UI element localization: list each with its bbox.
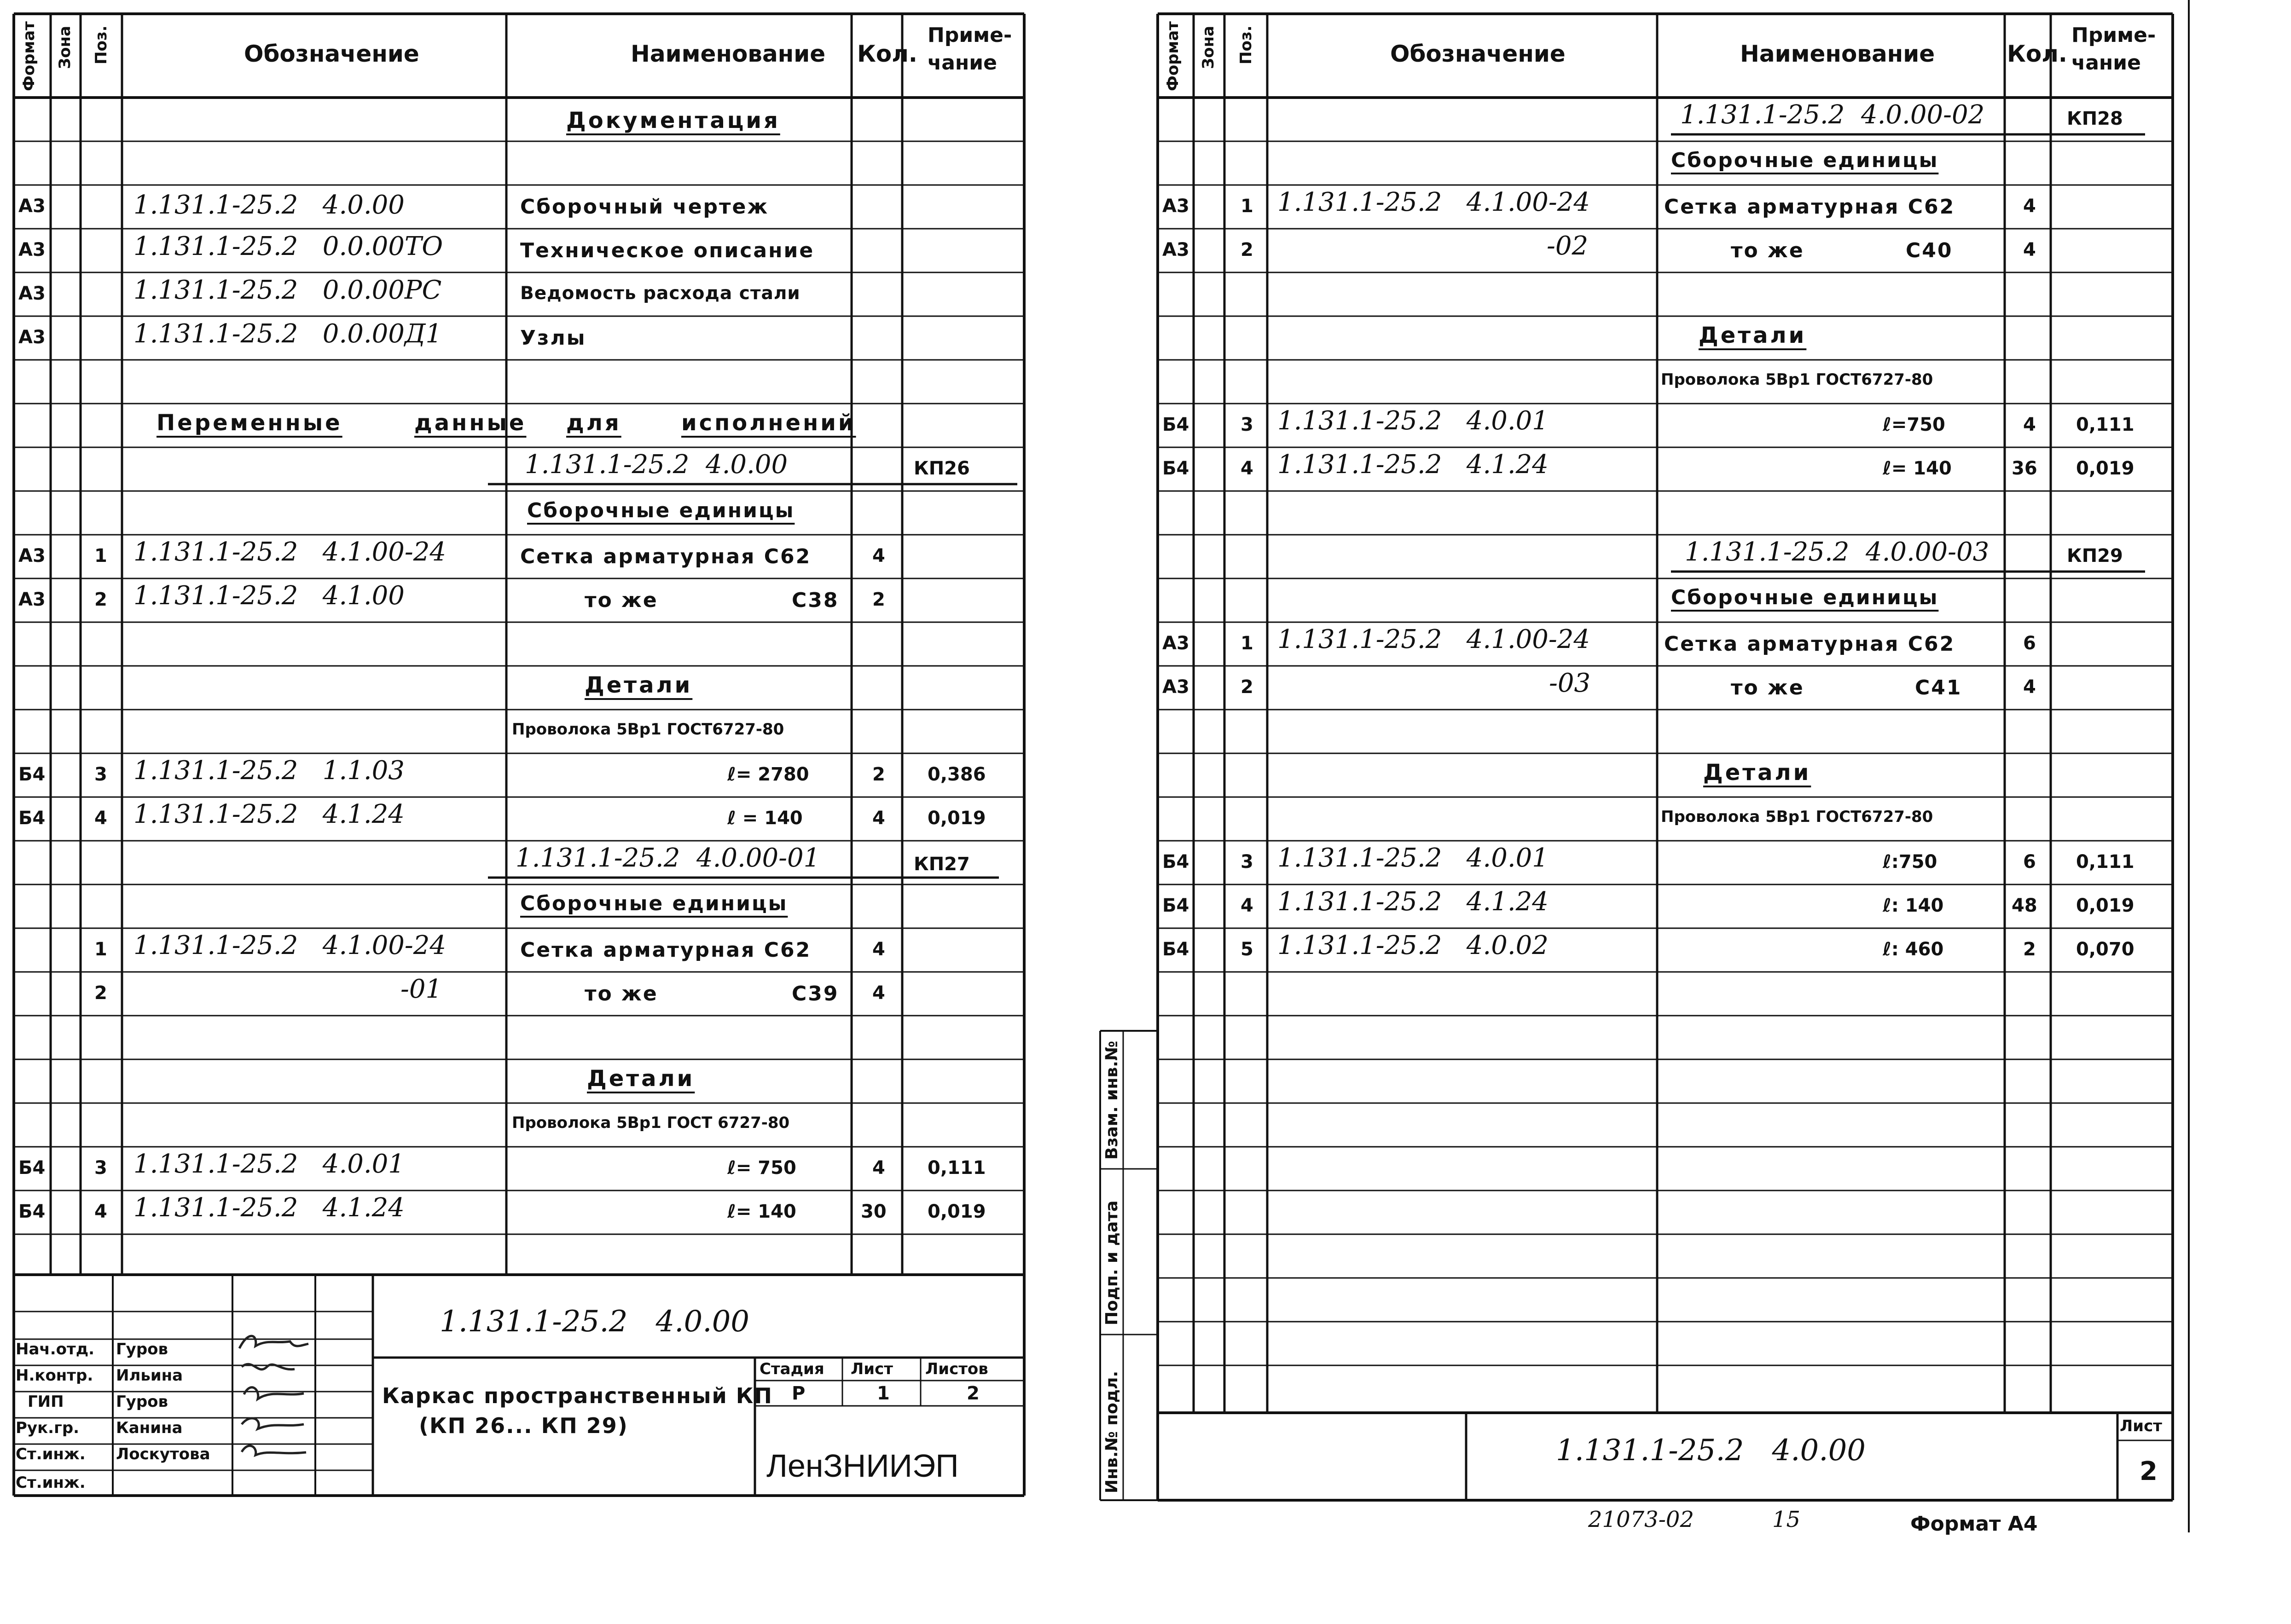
doc-format: А3 — [18, 196, 46, 217]
doc-name: Сборочный чертеж — [520, 195, 769, 219]
part-pos: 4 — [1241, 458, 1253, 479]
part-designation: 1.131.1-25.2 4.0.01 — [1277, 406, 1549, 436]
signature-role: Рук.гр. — [16, 1419, 80, 1437]
section-assembly-units: Сборочные единицы — [520, 892, 788, 915]
row-designation: 1.131.1-25.2 4.1.00-24 — [133, 930, 447, 960]
col-header-zone: Зона — [56, 26, 74, 69]
col-header-pos: Поз. — [92, 25, 110, 64]
part-mass: 0,111 — [2076, 851, 2134, 873]
part-pos: 4 — [1241, 895, 1253, 916]
stamp-original-inv: Инв.№ подл. — [1102, 1370, 1121, 1493]
section-variable-data: Переменные — [157, 410, 342, 436]
row-qty: 6 — [2023, 633, 2036, 654]
section-details: Детали — [1703, 760, 1811, 786]
col-header-note-2: чание — [2071, 51, 2141, 75]
part-mass: 0,111 — [928, 1157, 986, 1179]
part-qty: 36 — [2012, 458, 2037, 479]
part-pos: 3 — [1241, 414, 1253, 435]
section-details: Детали — [585, 672, 693, 698]
section-assembly-units: Сборочные единицы — [1671, 586, 1939, 609]
section-details: Детали — [1699, 323, 1807, 348]
wire-spec: Проволока 5Вр1 ГОСТ6727-80 — [512, 720, 784, 739]
section-documentation: Документация — [566, 108, 780, 133]
variant-designation: 1.131.1-25.2 4.0.00-02 — [1680, 100, 1985, 130]
part-designation: 1.131.1-25.2 4.1.24 — [133, 799, 405, 829]
row-qty: 4 — [2023, 196, 2036, 217]
row-qty: 2 — [872, 589, 885, 610]
wire-spec: Проволока 5Вр1 ГОСТ 6727-80 — [512, 1114, 790, 1132]
stamp-sign-date: Подп. и дата — [1102, 1200, 1121, 1325]
part-qty: 2 — [872, 764, 885, 785]
part-mass: 0,111 — [2076, 414, 2134, 435]
row-name-mark: С38 — [792, 589, 839, 612]
part-qty: 4 — [872, 808, 885, 829]
variant-designation: 1.131.1-25.2 4.0.00-03 — [1685, 537, 1989, 567]
signature-role: ГИП — [28, 1393, 64, 1411]
row-name: Сетка арматурная С62 — [1664, 195, 1955, 219]
row-pos: 1 — [1241, 633, 1253, 654]
part-mass: 0,019 — [2076, 458, 2134, 479]
row-name: то же — [1731, 239, 1804, 262]
col-header-format: Формат — [1164, 21, 1182, 91]
part-mass: 0,019 — [2076, 895, 2134, 916]
part-designation: 1.131.1-25.2 1.1.03 — [133, 756, 405, 786]
col-header-note-1: Приме- — [928, 23, 1012, 47]
row-format: А3 — [18, 589, 46, 610]
part-mass: 0,386 — [928, 764, 986, 785]
doc-format: А3 — [18, 327, 46, 348]
section-assembly-units: Сборочные единицы — [1671, 149, 1939, 172]
variant-designation: 1.131.1-25.2 4.0.00 — [525, 450, 788, 480]
stage-value: Р — [792, 1383, 806, 1404]
section-assembly-units: Сборочные единицы — [527, 499, 795, 522]
part-format: Б4 — [18, 764, 46, 785]
part-qty: 4 — [872, 1157, 885, 1179]
row-pos: 2 — [94, 982, 107, 1004]
row-qty: 4 — [872, 545, 885, 566]
row-format: А3 — [1162, 239, 1189, 260]
left-sheet — [0, 0, 1040, 1624]
part-pos: 4 — [94, 1201, 107, 1222]
footer-code: 21073-02 — [1588, 1507, 1694, 1532]
part-format: Б4 — [1162, 414, 1189, 435]
organization-name: ЛенЗНИИЭП — [766, 1448, 959, 1484]
part-designation: 1.131.1-25.2 4.1.24 — [1277, 887, 1549, 917]
col-header-name: Наименование — [631, 40, 826, 67]
right-sheet — [1086, 0, 2291, 1624]
sheet-value: 1 — [877, 1383, 890, 1404]
doc-name: Узлы — [520, 326, 586, 350]
sheet-header: Лист — [2120, 1417, 2162, 1435]
part-mass: 0,070 — [2076, 939, 2134, 960]
doc-designation: 1.131.1-25.2 0.0.00Д1 — [133, 319, 442, 349]
part-length: ℓ=750 — [1883, 414, 1945, 435]
part-format: Б4 — [1162, 851, 1189, 873]
part-pos: 4 — [94, 808, 107, 829]
signature-person: Гуров — [116, 1340, 168, 1358]
part-format: Б4 — [18, 1157, 46, 1179]
variant-note: КП27 — [914, 854, 970, 875]
row-designation: -03 — [1549, 668, 1591, 698]
row-designation: 1.131.1-25.2 4.1.00 — [133, 581, 405, 611]
stamp-replaced-inv: Взам. инв.№ — [1102, 1040, 1121, 1160]
sheet-header: Лист — [851, 1360, 893, 1378]
sheets-value: 2 — [967, 1383, 980, 1404]
signature-role: Ст.инж. — [16, 1474, 86, 1492]
part-designation: 1.131.1-25.2 4.0.01 — [1277, 843, 1549, 873]
wire-spec: Проволока 5Вр1 ГОСТ6727-80 — [1661, 370, 1933, 389]
col-header-designation: Обозначение — [244, 40, 419, 67]
handwritten-signatures — [230, 1321, 313, 1468]
signature-person: Гуров — [116, 1393, 168, 1411]
part-qty: 30 — [861, 1201, 887, 1222]
row-qty: 4 — [872, 939, 885, 960]
sheets-header: Листов — [925, 1360, 988, 1378]
part-format: Б4 — [18, 1201, 46, 1222]
title-block-code: 1.131.1-25.2 4.0.00 — [1556, 1433, 1866, 1468]
row-qty: 4 — [2023, 676, 2036, 698]
part-designation: 1.131.1-25.2 4.0.01 — [133, 1149, 405, 1179]
row-pos: 2 — [94, 589, 107, 610]
sheet-value: 2 — [2140, 1456, 2158, 1486]
part-format: Б4 — [18, 808, 46, 829]
row-designation: 1.131.1-25.2 4.1.00-24 — [1277, 187, 1590, 217]
signature-role: Нач.отд. — [16, 1340, 95, 1358]
row-name: то же — [585, 589, 658, 612]
section-details: Детали — [587, 1066, 695, 1092]
row-name: Сетка арматурная С62 — [520, 545, 812, 568]
part-length: ℓ= 750 — [727, 1157, 796, 1179]
doc-designation: 1.131.1-25.2 4.0.00 — [133, 190, 405, 220]
wire-spec: Проволока 5Вр1 ГОСТ6727-80 — [1661, 808, 1933, 826]
variant-note: КП29 — [2067, 545, 2123, 566]
col-header-format: Формат — [20, 21, 38, 91]
doc-format: А3 — [18, 283, 46, 304]
row-name: Сетка арматурная С62 — [520, 938, 812, 962]
row-format: А3 — [1162, 676, 1189, 698]
footer-number: 15 — [1772, 1507, 1801, 1532]
row-pos: 2 — [1241, 676, 1253, 698]
doc-name: Ведомость расхода стали — [520, 283, 800, 304]
part-length: ℓ= 2780 — [727, 764, 809, 785]
signature-person: Канина — [116, 1419, 183, 1437]
part-qty: 6 — [2023, 851, 2036, 873]
row-name: то же — [585, 982, 658, 1006]
part-mass: 0,019 — [928, 1201, 986, 1222]
variant-note: КП26 — [914, 458, 970, 479]
row-designation: 1.131.1-25.2 4.1.00-24 — [1277, 624, 1590, 654]
col-header-name: Наименование — [1740, 40, 1935, 67]
part-pos: 5 — [1241, 939, 1253, 960]
row-name-mark: С39 — [792, 982, 839, 1006]
part-length: ℓ = 140 — [727, 808, 803, 829]
doc-format: А3 — [18, 239, 46, 260]
col-header-pos: Поз. — [1237, 25, 1255, 64]
part-pos: 3 — [1241, 851, 1253, 873]
part-length: ℓ= 140 — [1883, 458, 1952, 479]
part-designation: 1.131.1-25.2 4.0.02 — [1277, 930, 1549, 960]
col-header-note-2: чание — [928, 51, 997, 75]
part-pos: 3 — [94, 764, 107, 785]
row-name: Сетка арматурная С62 — [1664, 632, 1955, 656]
section-variable-data: исполнений — [681, 410, 856, 436]
stage-header: Стадия — [760, 1360, 824, 1378]
part-length: ℓ:750 — [1883, 851, 1937, 873]
part-qty: 4 — [2023, 414, 2036, 435]
col-header-qty: Кол. — [857, 40, 917, 67]
row-pos: 2 — [1241, 239, 1253, 260]
row-qty: 4 — [872, 982, 885, 1004]
part-qty: 48 — [2012, 895, 2037, 916]
part-designation: 1.131.1-25.2 4.1.24 — [133, 1193, 405, 1223]
col-header-note-1: Приме- — [2071, 23, 2156, 47]
doc-designation: 1.131.1-25.2 0.0.00ТО — [133, 231, 443, 261]
part-format: Б4 — [1162, 895, 1189, 916]
part-length: ℓ: 460 — [1883, 939, 1944, 960]
title-block-name: (КП 26... КП 29) — [419, 1413, 628, 1438]
variant-designation: 1.131.1-25.2 4.0.00-01 — [516, 843, 820, 873]
part-mass: 0,019 — [928, 808, 986, 829]
row-pos: 1 — [94, 545, 107, 566]
part-qty: 2 — [2023, 939, 2036, 960]
row-qty: 4 — [2023, 239, 2036, 260]
row-format: А3 — [18, 545, 46, 566]
row-pos: 1 — [94, 939, 107, 960]
part-format: Б4 — [1162, 458, 1189, 479]
row-designation: -02 — [1547, 231, 1589, 261]
row-name-mark: С41 — [1915, 676, 1962, 699]
row-format: А3 — [1162, 196, 1189, 217]
doc-name: Техническое описание — [520, 239, 815, 262]
row-name-mark: С40 — [1906, 239, 1953, 262]
footer-format: Формат А4 — [1910, 1512, 2038, 1536]
row-name: то же — [1731, 676, 1804, 699]
doc-designation: 1.131.1-25.2 0.0.00РС — [133, 275, 442, 305]
signature-person: Лоскутова — [116, 1445, 210, 1463]
signature-role: Н.контр. — [16, 1366, 93, 1385]
col-header-zone: Зона — [1199, 26, 1218, 69]
variant-note: КП28 — [2067, 108, 2123, 129]
row-designation: 1.131.1-25.2 4.1.00-24 — [133, 537, 447, 567]
signature-role: Ст.инж. — [16, 1445, 86, 1463]
title-block-code: 1.131.1-25.2 4.0.00 — [440, 1305, 749, 1339]
signature-person: Ильина — [116, 1366, 183, 1385]
row-pos: 1 — [1241, 196, 1253, 217]
row-format: А3 — [1162, 633, 1189, 654]
row-designation: -01 — [400, 974, 442, 1004]
col-header-designation: Обозначение — [1390, 40, 1566, 67]
part-format: Б4 — [1162, 939, 1189, 960]
col-header-qty: Кол. — [2007, 40, 2067, 67]
part-designation: 1.131.1-25.2 4.1.24 — [1277, 450, 1549, 480]
part-length: ℓ= 140 — [727, 1201, 796, 1222]
part-pos: 3 — [94, 1157, 107, 1179]
part-length: ℓ: 140 — [1883, 895, 1944, 916]
section-variable-data: данные — [414, 410, 527, 436]
title-block-name: Каркас пространственный КП — [382, 1383, 773, 1408]
section-variable-data: для — [566, 410, 621, 436]
